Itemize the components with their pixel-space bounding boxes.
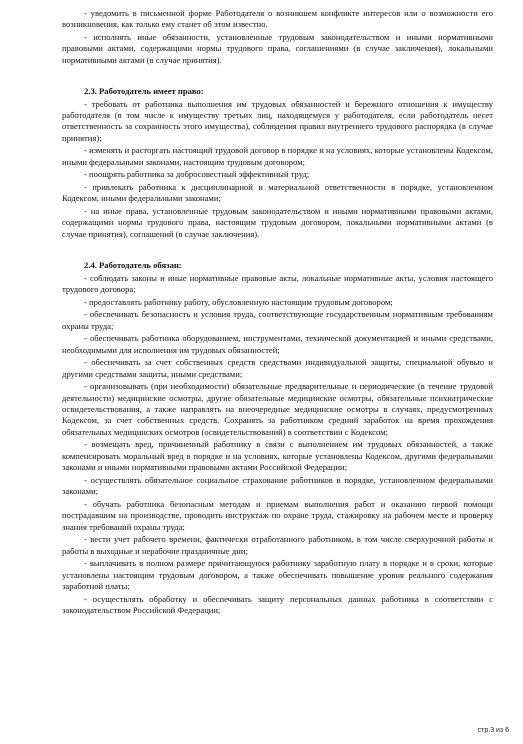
list-item: - предоставлять работнику работу, обусловленную настоящим трудовым договором; — [84, 296, 393, 307]
list-item: - обучать работника безопасным методам и приемам выполнения работ и оказанию первой помощи пострадавшим на производстве, проводить инструктаж по охране труда, стажировку на рабочем месте и проверку знания требований охраны труда; — [62, 498, 493, 532]
list-item: - выплачивать в полном размере причитающуюся работнику заработную плату в порядке и в сроки, которые установлены настоящим трудовым договором, а также обеспечивать повышение уровня реального содержания заработной платы; — [62, 558, 493, 592]
list-item: - возмещать вред, причиненный работнику в связи с выполнением им трудовых обязанностей, а также компенсировать моральный вред в порядке и на условиях, которые установлены Кодексом, другими федеральными законами и иными нормативными правовыми актами Российской Федерации; — [62, 439, 493, 473]
list-item: - обеспечивать безопасность и условия труда, соответствующие государственным нормативным требованиям охраны труда; — [62, 309, 493, 331]
document-page — [62, 8, 493, 618]
page-number: стр.3 из 6 — [477, 727, 509, 734]
list-item: - на иные права, установленные трудовым законодательством и иными нормативными правовыми актами, содержащими нормы трудового права, настоящим трудовым договором, локальными нормативными актами (в случае принятия), соглашений (в случае заключения). — [62, 206, 493, 239]
intro-block — [62, 8, 493, 66]
section-heading-duties: 2.4. Работодатель обязан: — [84, 260, 182, 271]
list-item: - осуществлять обязательное социальное страхование работников в порядке, установленном федеральными законами; — [62, 474, 493, 497]
paragraph: - исполнять иные обязанности, установленные трудовым законодательством и иными нормативными правовыми актами, содержащими нормы трудового права, соглашениями (в случае заключения), локальными нормативными актами (в случае принятия). — [62, 32, 493, 65]
list-item: - поощрять работника за добросовестный эффективный труд; — [84, 169, 310, 180]
paragraph: - уведомить в письменной форме Работодателя о возникшем конфликте интересов или о возможности его возникновения, как только ему станет об этом известно. — [62, 8, 493, 30]
list-item: - соблюдать законы и иные нормативные правовые акты, локальные нормативные акты, условия настоящего трудового договора; — [62, 272, 493, 295]
list-item: - обеспечивать работника оборудованием, инструментами, технической документацией и иными средствами, необходимыми для исполнения им трудовых обязанностей; — [62, 333, 493, 355]
list-item: - привлекать работника к дисциплинарной и материальной ответственности в порядке, установленном Кодексом, иными федеральными законами; — [62, 182, 493, 204]
list-item: - организовывать (при необходимости) обязательные предварительные и периодические (в течение трудовой деятельности) медицинские осмотры, другие обязательные медицинские осмотры, обязательные психиатрические освидетельствования, а также направлять на внеочередные медицинские осмотры в случаях, предусмотренных Кодексом, за счет собственных средств. Сохранять за работником средний заработок на время прохождения обязательных медицинских осмотров (освидетельствований) в соответствии с Кодексом; — [62, 381, 493, 437]
section-heading-rights: 2.3. Работодатель имеет право: — [84, 86, 204, 97]
rights-list — [62, 99, 493, 241]
list-item: - требовать от работника выполнения им трудовых обязанностей и бережного отношения к имуществу работодателя (в том числе к имуществу третьих лиц, находящемуся у работодателя, если работодатель несет ответственность за сохранность этого имущества), соблюдения правил внутреннего трудового распорядка (в случае принятия); — [62, 98, 493, 143]
list-item: - вести учет рабочего времени, фактически отработанного работником, в том числе сверхурочной работы и работы в выходные и нерабочие праздничные дни; — [62, 534, 493, 556]
list-item: - обеспечивать за счет собственных средств средствами индивидуальной защиты, специальной обувью и другими средствами защиты, иными средствами; — [62, 357, 493, 379]
list-item: - осуществлять обработку и обеспечивать защиту персональных данных работника в соответствии с законодательством Российской Федерации; — [62, 593, 493, 616]
list-item: - изменять и расторгать настоящий трудовой договор в порядке и на условиях, которые установлены Кодексом, иными федеральными законами, настоящим трудовым договором; — [62, 145, 493, 167]
duties-list — [62, 273, 493, 617]
